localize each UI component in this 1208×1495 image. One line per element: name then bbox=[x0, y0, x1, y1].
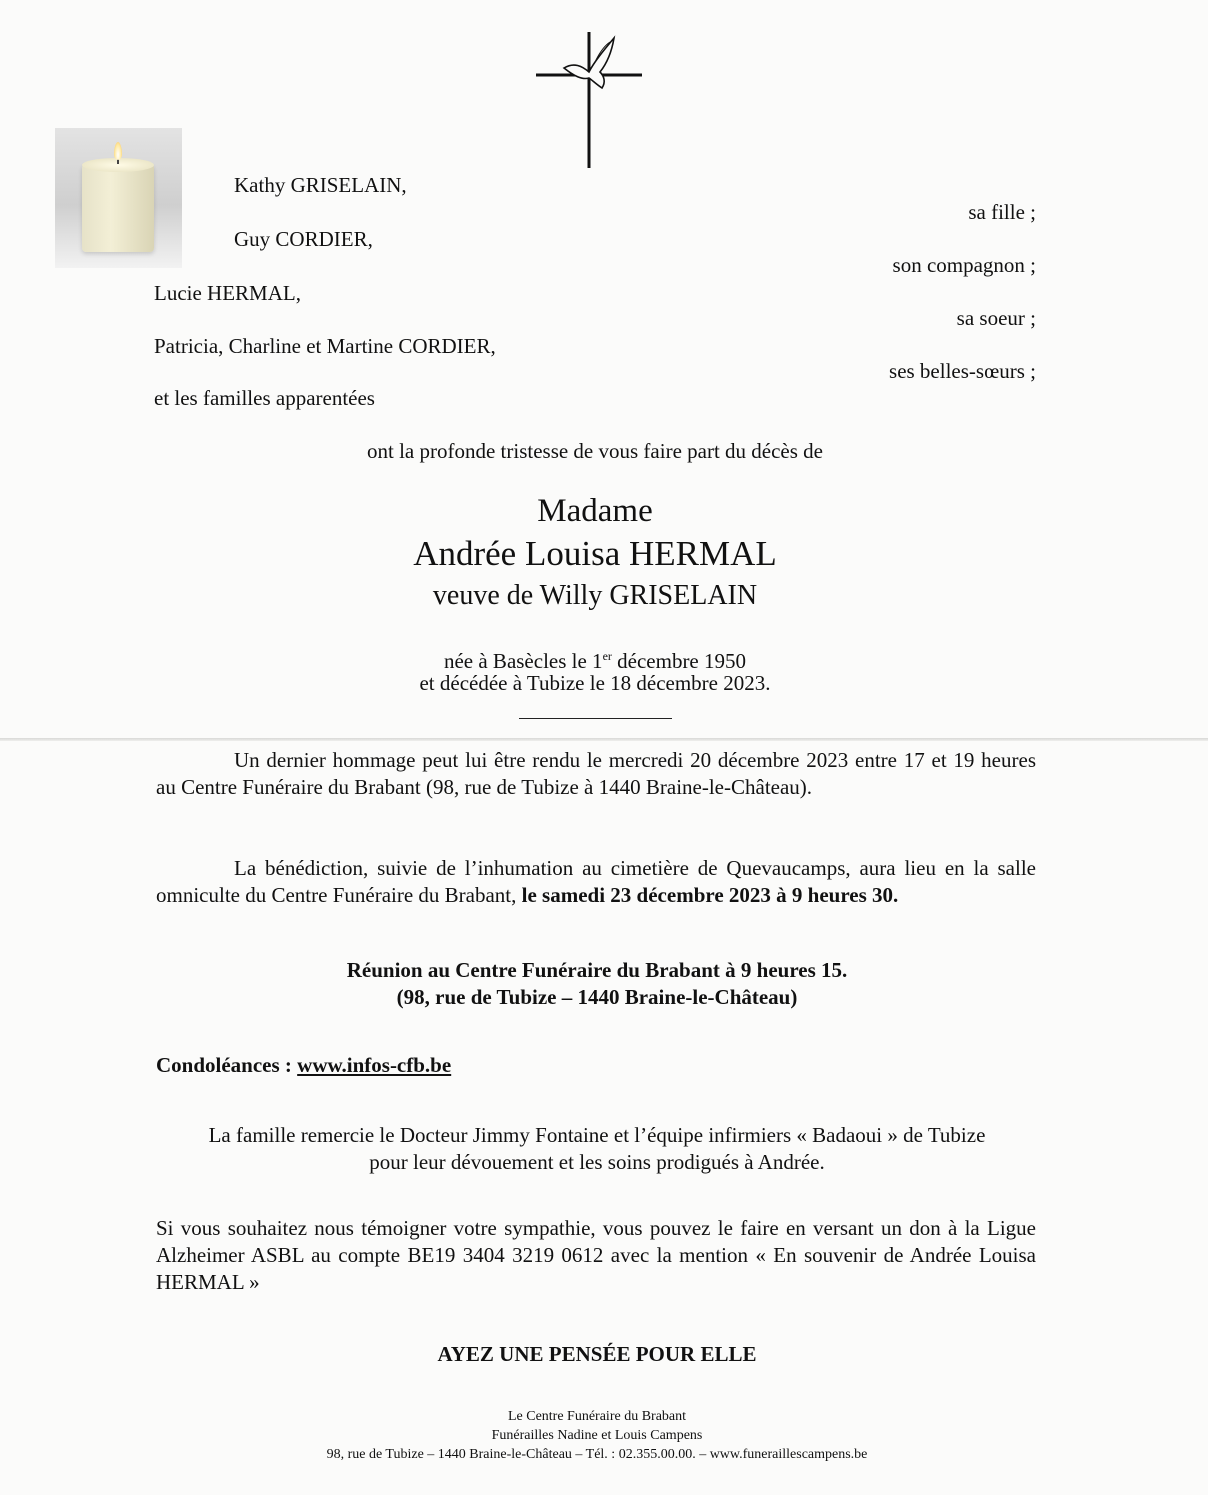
condoleances-label: Condoléances : bbox=[156, 1053, 298, 1077]
condoleances-link[interactable]: www.infos-cfb.be bbox=[297, 1053, 452, 1077]
thanks-line-1: La famille remercie le Docteur Jimmy Fontaine et l’équipe infirmiers « Badaoui » de Tubize bbox=[208, 1123, 986, 1147]
benediction-date: le samedi 23 décembre 2023 à 9 heures 30. bbox=[521, 883, 899, 907]
mourner-name-3: Lucie HERMAL, bbox=[154, 281, 301, 305]
candle-photo bbox=[55, 128, 182, 268]
mourner-name-1: Kathy GRISELAIN, bbox=[234, 173, 407, 197]
footer-line-2: Funérailles Nadine et Louis Campens bbox=[491, 1428, 703, 1443]
divider-line bbox=[519, 718, 672, 719]
mourner-relation-3: sa soeur ; bbox=[956, 306, 1036, 330]
cross-dove-icon bbox=[534, 32, 644, 175]
thanks-line-2: pour leur dévouement et les soins prodigués à Andrée. bbox=[369, 1150, 825, 1174]
mourner-relation-1: sa fille ; bbox=[968, 200, 1036, 224]
birth-suffix: décembre 1950 bbox=[611, 649, 747, 673]
candle-flame-icon bbox=[114, 142, 122, 160]
mourner-relation-2: son compagnon ; bbox=[892, 253, 1036, 277]
mourner-name-4: Patricia, Charline et Martine CORDIER, bbox=[154, 334, 496, 358]
mourner-name-2: Guy CORDIER, bbox=[234, 227, 373, 251]
mourner-relation-4: ses belles-sœurs ; bbox=[889, 359, 1036, 383]
deceased-name: Andrée Louisa HERMAL bbox=[413, 534, 777, 573]
benediction-text: La bénédiction, suivie de l’inhumation au cimetière de Quevaucamps, aura lieu en la salle omniculte du Centre Funéraire du Brabant, bbox=[156, 856, 1036, 907]
announcement-text: ont la profonde tristesse de vous faire part du décès de bbox=[366, 439, 823, 463]
candle-body bbox=[82, 164, 154, 252]
closing-text: AYEZ UNE PENSÉE POUR ELLE bbox=[437, 1342, 757, 1366]
hommage-paragraph: Un dernier hommage peut lui être rendu le mercredi 20 décembre 2023 entre 17 et 19 heures au Centre Funéraire du Brabant (98, rue de Tubize à 1440 Braine-le-Château). bbox=[156, 748, 1036, 799]
deceased-title: Madame bbox=[537, 493, 653, 529]
deceased-widow-of: veuve de Willy GRISELAIN bbox=[432, 580, 758, 611]
condoleances-line bbox=[156, 1052, 451, 1078]
reunion-line-2: (98, rue de Tubize – 1440 Braine-le-Château) bbox=[396, 985, 798, 1009]
mourner-name-5: et les familles apparentées bbox=[154, 386, 375, 410]
donation-paragraph: Si vous souhaitez nous témoigner votre sympathie, vous pouvez le faire en versant un don à la Ligue Alzheimer ASBL au compte BE19 3404 3219 0612 avec la mention « En souvenir de Andrée Louisa HERMAL » bbox=[156, 1216, 1036, 1294]
death-line: et décédée à Tubize le 18 décembre 2023. bbox=[419, 671, 771, 695]
birth-prefix: née à Basècles le 1 bbox=[443, 649, 603, 673]
benediction-paragraph bbox=[156, 855, 1036, 909]
reunion-line-1: Réunion au Centre Funéraire du Brabant à 9 heures 15. bbox=[346, 958, 848, 982]
footer-line-1: Le Centre Funéraire du Brabant bbox=[507, 1409, 687, 1424]
page-fold bbox=[0, 738, 1208, 741]
footer-line-3: 98, rue de Tubize – 1440 Braine-le-Château – Tél. : 02.355.00.00. – www.funeraillescampens.be bbox=[326, 1447, 868, 1462]
birth-sup: er bbox=[602, 649, 612, 663]
